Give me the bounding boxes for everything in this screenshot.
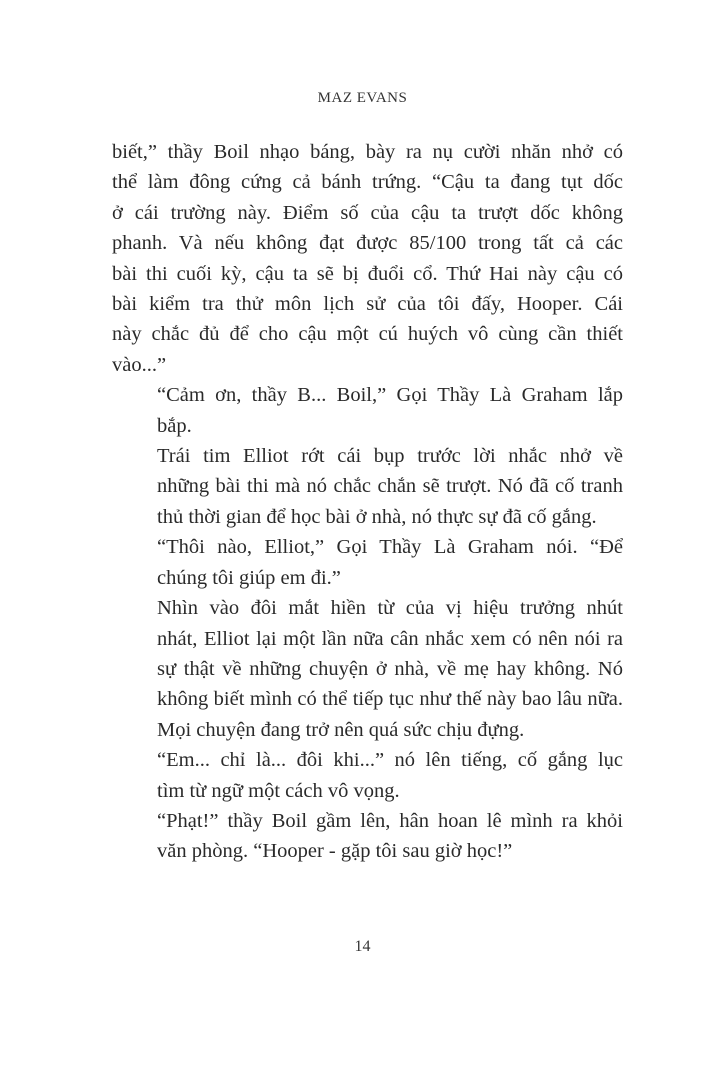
text-line: Nhìn vào đôi mắt hiền từ của vị hiệu trưởng nhút (157, 597, 623, 620)
text-line: những bài thi mà nó chắc chắn sẽ trượt. Nó đã cố tranh (157, 475, 623, 498)
text-line: bắp. (157, 414, 192, 437)
text-line: “Em... chỉ là... đôi khi...” nó lên tiếng, cố gắng lục (157, 749, 623, 772)
page-number: 14 (354, 938, 371, 955)
text-line: phanh. Và nếu không đạt được 85/100 trong tất cả các (112, 232, 623, 255)
paragraph (112, 441, 623, 532)
paragraph (112, 593, 623, 745)
text-line: bài kiểm tra thử môn lịch sử của tôi đấy, Hooper. Cái (112, 293, 623, 316)
paragraph (112, 380, 623, 441)
text-line: “Phạt!” thầy Boil gầm lên, hân hoan lê mình ra khỏi (157, 809, 623, 832)
text-line: biết,” thầy Boil nhạo báng, bày ra nụ cười nhăn nhở có (112, 141, 623, 163)
body-text (112, 137, 623, 867)
text-line: Mọi chuyện đang trở nên quá sức chịu đựng. (157, 718, 525, 741)
text-line: thể làm đông cứng cả bánh trứng. “Cậu ta đang tụt dốc (112, 171, 623, 194)
text-line: bài thi cuối kỳ, cậu ta sẽ bị đuổi cổ. Thứ Hai này cậu có (112, 262, 623, 285)
paragraph (112, 745, 623, 806)
text-line: tìm từ ngữ một cách vô vọng. (157, 779, 400, 802)
text-line: thủ thời gian để học bài ở nhà, nó thực sự đã cố gắng. (157, 505, 597, 528)
text-line: nhát, Elliot lại một lần nữa cân nhắc xem có nên nói ra (157, 627, 623, 650)
text-line: không biết mình có thể tiếp tục như thế này bao lâu nữa. (157, 688, 623, 711)
text-line: “Thôi nào, Elliot,” Gọi Thầy Là Graham nói. “Để (157, 536, 623, 559)
text-line: sự thật về những chuyện ở nhà, về mẹ hay không. Nó (157, 657, 623, 680)
running-header: MAZ EVANS (317, 90, 408, 106)
text-line: vào...” (112, 353, 167, 376)
text-line: chúng tôi giúp em đi.” (157, 566, 341, 589)
text-line: văn phòng. “Hooper - gặp tôi sau giờ học!” (157, 840, 513, 863)
paragraph (112, 806, 623, 867)
paragraph (112, 137, 623, 380)
text-line: Trái tim Elliot rớt cái bụp trước lời nhắc nhở về (157, 445, 623, 468)
text-line: “Cảm ơn, thầy B... Boil,” Gọi Thầy Là Graham lắp (157, 384, 623, 407)
text-line: ở cái trường này. Điểm số của cậu ta trượt dốc không (112, 201, 623, 224)
paragraph (112, 532, 623, 593)
text-line: này chắc đủ để cho cậu một cú huých vô cùng cần thiết (112, 323, 623, 346)
